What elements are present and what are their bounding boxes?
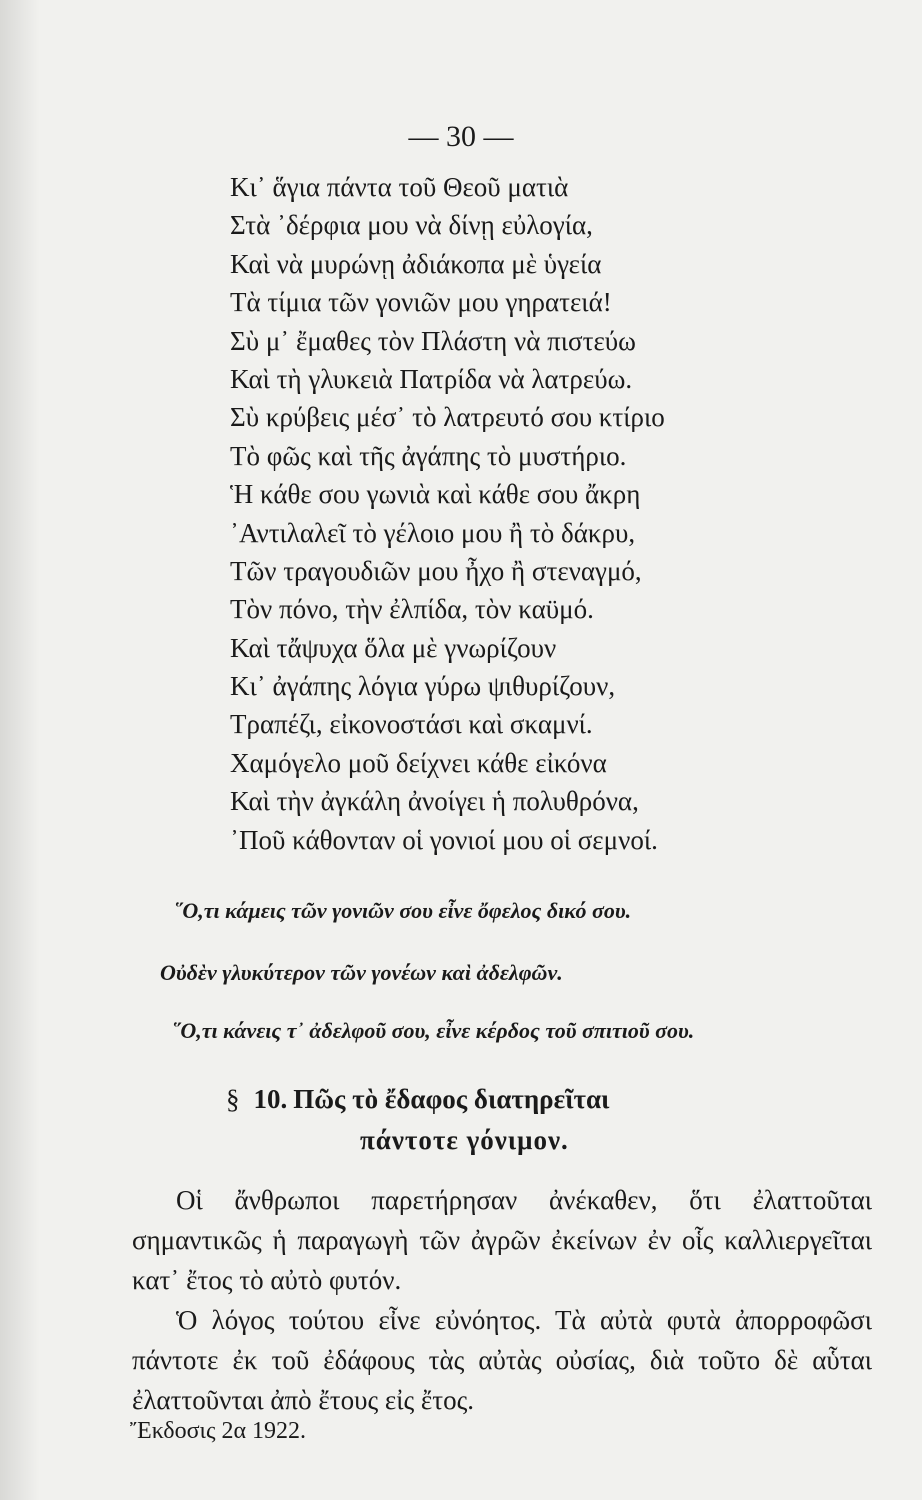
section-number: 10. [253,1084,288,1114]
body-text [132,1180,872,1420]
poem-line: Καὶ τὴν ἀγκάλη ἀνοίγει ἡ πολυθρόνα, [230,786,639,817]
poem-line: Καὶ νὰ μυρώνῃ ἀδιάκοπα μὲ ὑγεία [230,248,602,279]
poem [230,168,870,859]
poem-line: Κι᾽ ἅγια πάντα τοῦ Θεοῦ ματιὰ [230,172,569,202]
maxim: ῞Ο,τι κάμεις τῶν γονιῶν σου εἶνε ὄφελος δικό σου. [175,898,632,923]
maxim: ῞Ο,τι κάνεις τ᾽ ἀδελφοῦ σου, εἶνε κέρδος τοῦ σπιτιοῦ σου. [173,1018,695,1043]
poem-line: Καὶ τὴ γλυκειὰ Πατρίδα νὰ λατρεύω. [230,363,633,394]
poem-line: ᾽Αντιλαλεῖ τὸ γέλοιο μου ἢ τὸ δάκρυ, [230,517,636,548]
section-heading [226,1084,866,1156]
poem-line: Κι᾽ ἀγάπης λόγια γύρω ψιθυρίζουν, [230,671,616,702]
poem-line: Τὰ τίμια τῶν γονιῶν μου γηρατειά! [230,287,612,318]
section-title-continued: πάντοτε γόνιμον. [360,1125,569,1155]
maxim: Οὐδὲν γλυκύτερον τῶν γονέων καὶ ἀδελφῶν. [160,960,563,985]
paragraph: Ὁ λόγος τούτου εἶνε εὐνόητος. Τὰ αὐτὰ φυτὰ ἀπορροφῶσι πάντοτε ἐκ τοῦ ἐδάφους τὰς αὐτὰς οὐσίας, διὰ τοῦτο δὲ αὗται ἐλαττοῦνται ἀπὸ ἔτους εἰς ἔτος. [132,1305,872,1415]
poem-line: Ἡ κάθε σου γωνιὰ καὶ κάθε σου ἄκρη [230,479,641,510]
section-sign: § [226,1084,240,1114]
page-fold-shadow [0,0,40,1500]
poem-line: Καὶ τἄψυχα ὅλα μὲ γνωρίζουν [230,632,557,663]
poem-line: Σὺ κρύβεις μέσ᾽ τὸ λατρευτό σου κτίριο [230,402,665,433]
poem-line: Τὸ φῶς καὶ τῆς ἀγάπης τὸ μυστήριο. [230,440,627,471]
poem-line: Τὸν πόνο, τὴν ἐλπίδα, τὸν καϋμό. [230,594,594,625]
page-number: — 30 — [408,120,514,153]
poem-line: ᾽Ποῦ κάθονταν οἱ γονιοί μου οἱ σεμνοί. [230,824,658,855]
section-heading-line [226,1084,866,1115]
poem-line: Χαμόγελο μοῦ δείχνει κάθε εἰκόνα [230,747,607,778]
edition-note: Ἔκδοσις 2α 1922. [130,1418,307,1444]
poem-line: Σὺ μ᾽ ἔμαθες τὸν Πλάστη νὰ πιστεύω [230,325,636,356]
paragraph: Οἱ ἄνθρωποι παρετήρησαν ἀνέκαθεν, ὅτι ἐλαττοῦται σημαντικῶς ἡ παραγωγὴ τῶν ἀγρῶν ἐκείνων ἐν οἷς καλλιεργεῖται κατ᾽ ἔτος τὸ αὐτὸ φυτόν. [132,1185,872,1295]
poem-line: Στὰ ᾽δέρφια μου νὰ δίνῃ εὐλογία, [230,210,593,241]
poem-line: Τραπέζι, εἰκονοστάσι καὶ σκαμνί. [230,709,593,740]
poem-line: Τῶν τραγουδιῶν μου ἦχο ἢ στεναγμό, [230,555,642,586]
section-title: Πῶς τὸ ἔδαφος διατηρεῖται [293,1084,610,1114]
